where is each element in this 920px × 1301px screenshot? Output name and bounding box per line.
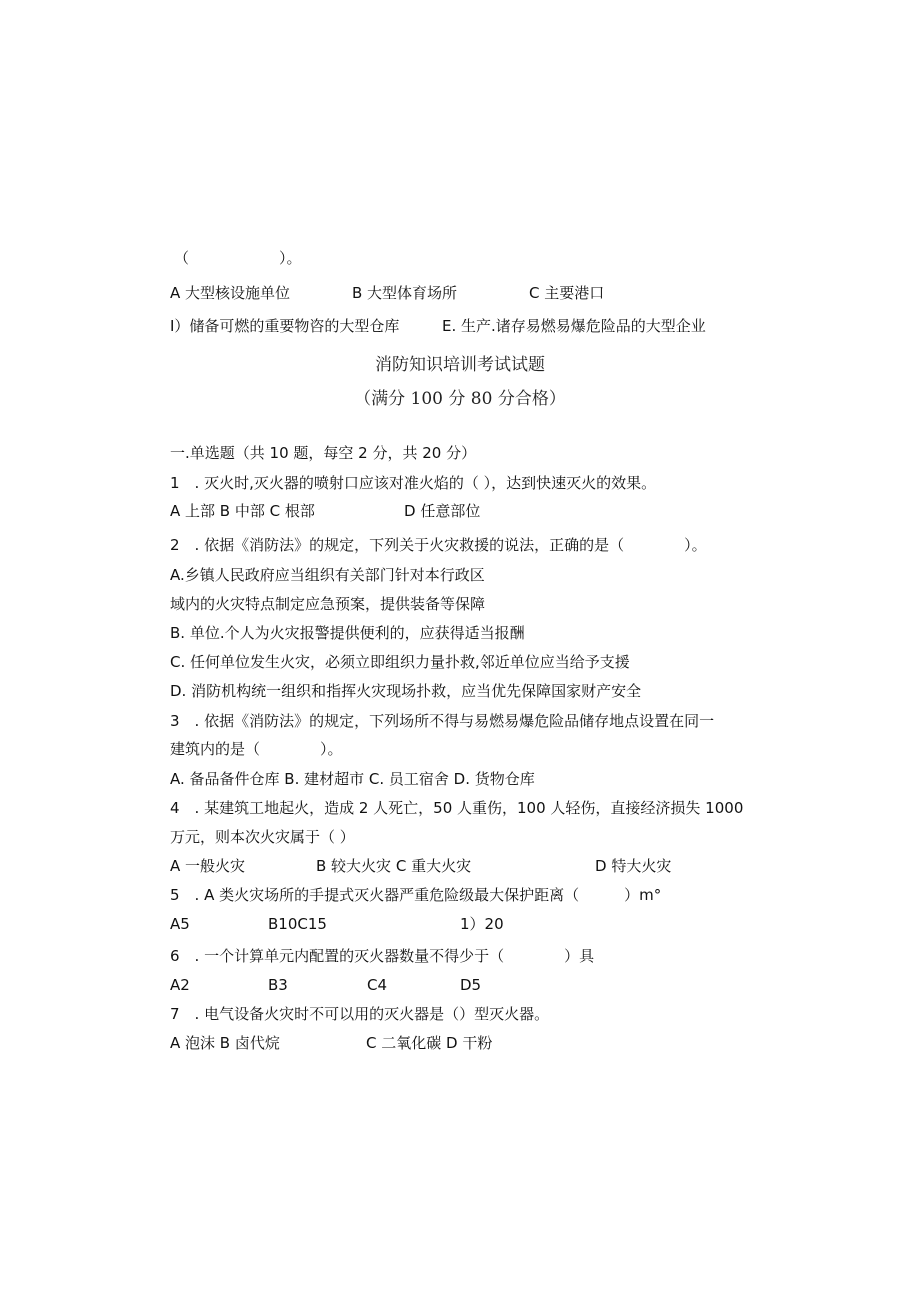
question-2-option: B. 单位.个人为火灾报警提供便利的，应获得适当报酬 <box>170 624 525 642</box>
option-row <box>170 975 482 997</box>
fragment-options-row-2 <box>170 316 706 338</box>
question-6-option: D5 <box>460 976 482 994</box>
option-row <box>170 623 525 645</box>
option-row <box>170 594 486 616</box>
question-stem <box>170 473 657 495</box>
section-heading <box>170 443 477 465</box>
question-1-option: A 上部 B 中部 C 根部 <box>170 502 315 520</box>
question-1-option: D 任意部位 <box>404 502 481 520</box>
question-stem <box>170 946 595 968</box>
fragment-options-row-1 <box>170 283 605 305</box>
option-row <box>170 856 672 878</box>
question-2-option: A.乡镇人民政府应当组织有关部门针对本行政区 <box>170 566 485 584</box>
question-4-option: A 一般火灾 <box>170 857 246 875</box>
option-row <box>170 501 481 523</box>
question-stem <box>170 1004 550 1026</box>
option-row <box>170 1033 493 1055</box>
question-stem-continued <box>170 739 343 761</box>
question-7-option: A 泡沫 B 卤代烷 <box>170 1034 280 1052</box>
option-row <box>170 914 504 936</box>
question-stem <box>170 798 744 820</box>
question-stem <box>170 711 715 733</box>
section-heading-text: 一.单选题（共 10 题，每空 2 分，共 20 分） <box>170 444 477 462</box>
question-4-option: B 较大火灾 C 重大火灾 <box>316 857 472 875</box>
fragment-option: A 大型核设施单位 <box>170 284 291 302</box>
question-6-option: B3 <box>268 976 288 994</box>
fragment-option: C 主要港口 <box>529 284 605 302</box>
question-2-option: 域内的火灾特点制定应急预案，提供装备等保障 <box>170 595 486 613</box>
question-4-stem: 4 . 某建筑工地起火，造成 2 人死亡，50 人重伤，100 人轻伤，直接经济损失 1000 <box>170 799 744 817</box>
question-6-option: A2 <box>170 976 190 994</box>
option-row <box>170 681 642 703</box>
option-row <box>170 769 535 791</box>
question-3-stem: 建筑内的是（ ）。 <box>170 740 343 758</box>
question-4-stem: 万元，则本次火灾属于（ ） <box>170 828 355 846</box>
question-5-option: 1）20 <box>460 915 504 933</box>
question-stem <box>170 885 662 907</box>
question-4-option: D 特大火灾 <box>595 857 672 875</box>
fragment-option: I）储备可燃的重要物咨的大型仓库 <box>170 317 400 335</box>
option-row <box>170 565 485 587</box>
question-2-stem: 2 . 依据《消防法》的规定，下列关于火灾救援的说法，正确的是（ ）。 <box>170 536 707 554</box>
question-6-option: C4 <box>367 976 388 994</box>
fragment-blank <box>170 248 302 270</box>
question-5-option: B10C15 <box>268 915 327 933</box>
page-title: 消防知识培训考试试题 <box>375 355 545 375</box>
fragment-blank-text: （ ）。 <box>174 249 302 267</box>
question-2-option: D. 消防机构统一组织和指挥火灾现场扑救，应当优先保障国家财产安全 <box>170 682 642 700</box>
question-stem <box>170 535 707 557</box>
question-stem-continued <box>170 827 355 849</box>
question-2-option: C. 任何单位发生火灾，必须立即组织力量扑救,邻近单位应当给予支援 <box>170 653 630 671</box>
question-3-stem: 3 . 依据《消防法》的规定，下列场所不得与易燃易爆危险品储存地点设置在同一 <box>170 712 715 730</box>
fragment-option: B 大型体育场所 <box>352 284 458 302</box>
question-3-option: A. 备品备件仓库 B. 建材超市 C. 员工宿舍 D. 货物仓库 <box>170 770 535 788</box>
question-6-stem: 6 . 一个计算单元内配置的灭火器数量不得少于（ ）具 <box>170 947 595 965</box>
fragment-option: E. 生产.诸存易燃易爆危险品的大型企业 <box>442 317 706 335</box>
question-7-option: C 二氧化碳 D 干粉 <box>366 1034 493 1052</box>
question-7-stem: 7 . 电气设备火灾时不可以用的灭火器是（）型灭火器。 <box>170 1005 550 1023</box>
option-row <box>170 652 630 674</box>
question-1-stem: 1 . 灭火时,灭火器的喷射口应该对准火焰的（ ），达到快速灭火的效果。 <box>170 474 657 492</box>
page-subtitle: （满分 100 分 80 分合格） <box>354 389 566 409</box>
question-5-stem: 5 . A 类火灾场所的手提式灭火器严重危险级最大保护距离（ ）m° <box>170 886 662 904</box>
question-5-option: A5 <box>170 915 190 933</box>
